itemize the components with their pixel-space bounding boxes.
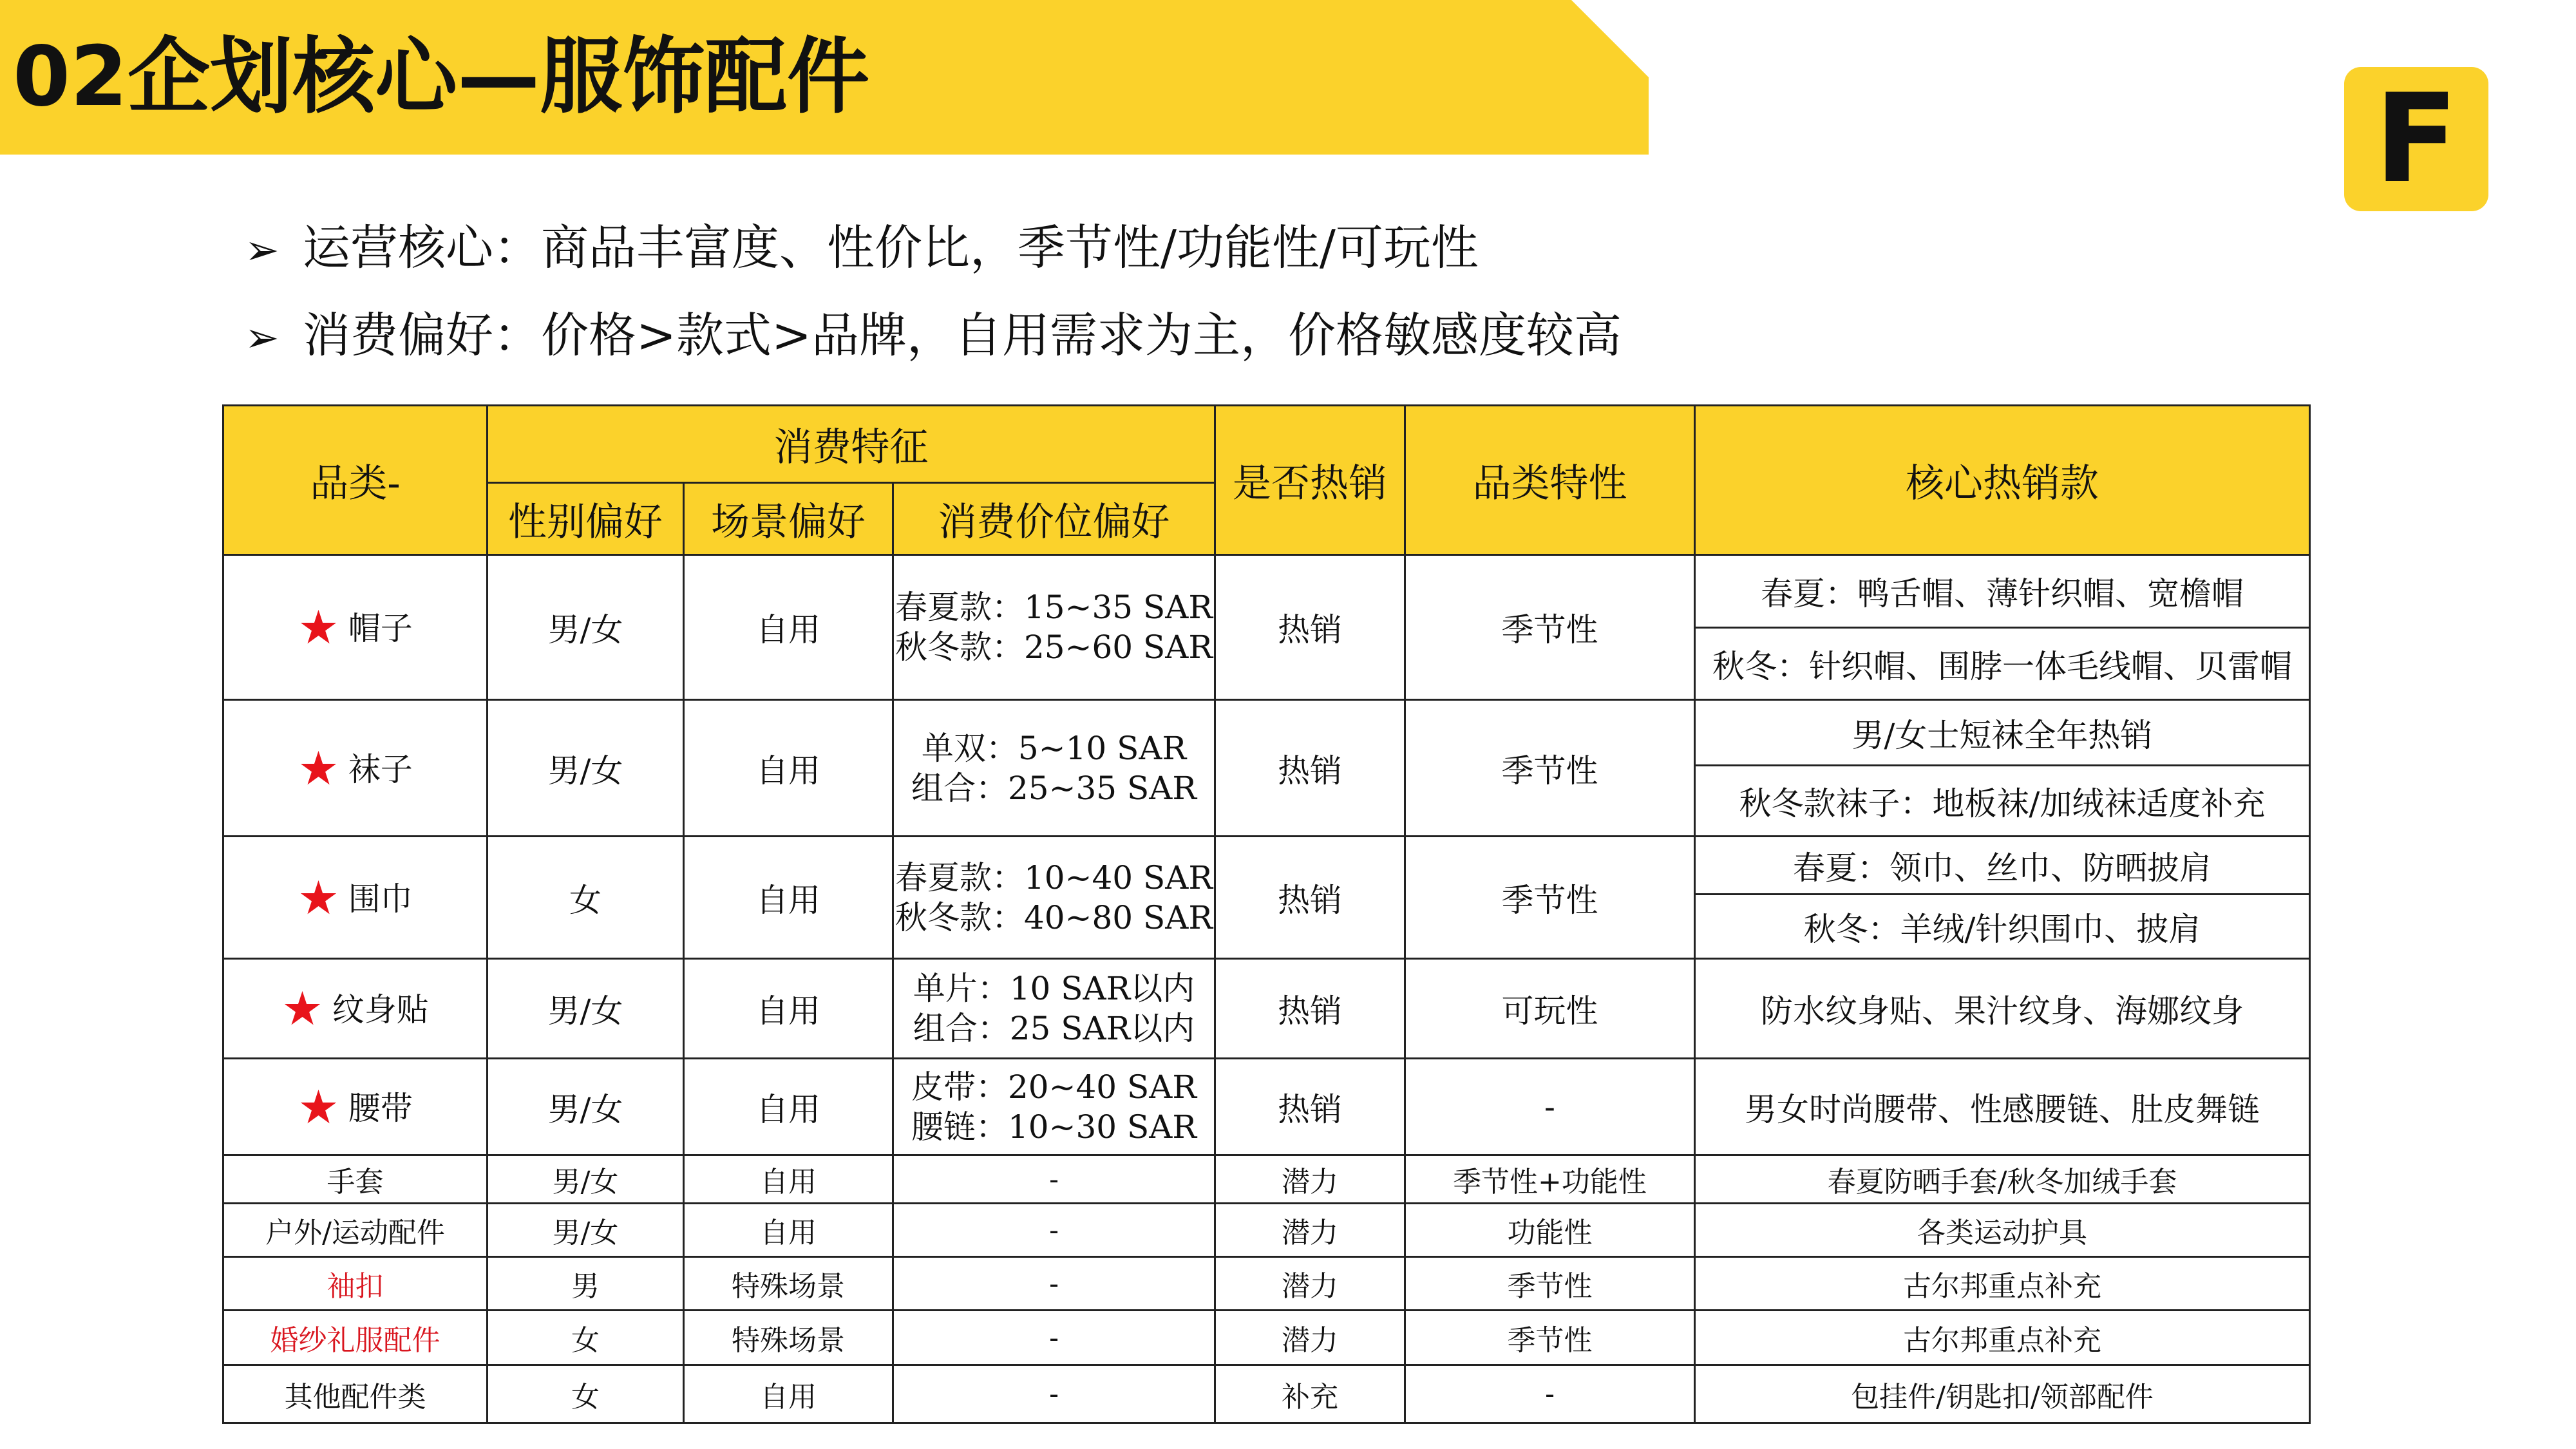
cell-trait: 季节性 (1405, 1257, 1695, 1311)
cell-hot: 热销 (1215, 837, 1405, 959)
cell-core: 春夏：领巾、丝巾、防晒披肩 (1695, 837, 2310, 895)
header-scene: 场景偏好 (684, 483, 893, 555)
row-category: 其他配件类 (223, 1365, 488, 1423)
cell-price: 皮带：20~40 SAR 腰链：10~30 SAR (893, 1059, 1215, 1155)
cell-gender: 男/女 (488, 1155, 684, 1204)
star-icon: ★ (298, 1079, 339, 1134)
cell-trait: - (1405, 1059, 1695, 1155)
cell-core: 防水纹身贴、果汁纹身、海娜纹身 (1695, 959, 2310, 1059)
cell-hot: 热销 (1215, 555, 1405, 700)
row-category: ★ 纹身贴 (223, 959, 488, 1059)
star-icon: ★ (298, 741, 339, 795)
cell-core: 秋冬：羊绒/针织围巾、披肩 (1695, 895, 2310, 959)
header-gender: 性别偏好 (488, 483, 684, 555)
header-category: 品类- (223, 406, 488, 555)
cell-price: - (893, 1311, 1215, 1365)
cell-scene: 自用 (684, 555, 893, 700)
cell-scene: 自用 (684, 700, 893, 837)
cell-price: - (893, 1365, 1215, 1423)
logo (2344, 67, 2488, 211)
row-category: ★ 腰带 (223, 1059, 488, 1155)
cell-hot: 潜力 (1215, 1311, 1405, 1365)
cell-trait: 可玩性 (1405, 959, 1695, 1059)
row-category: 袖扣 (223, 1257, 488, 1311)
cell-scene: 自用 (684, 1204, 893, 1257)
arrow-bullet-icon: ➢ (245, 227, 279, 274)
cell-hot: 潜力 (1215, 1155, 1405, 1204)
cell-price: - (893, 1155, 1215, 1204)
cell-core: 春夏：鸭舌帽、薄针织帽、宽檐帽 (1695, 555, 2310, 628)
bullet-preference (245, 300, 1622, 371)
cell-gender: 男/女 (488, 700, 684, 837)
cell-hot: 热销 (1215, 1059, 1405, 1155)
cell-price: - (893, 1257, 1215, 1311)
cell-gender: 男 (488, 1257, 684, 1311)
header-trait: 品类特性 (1405, 406, 1695, 555)
cell-core: 男/女士短袜全年热销 (1695, 700, 2310, 766)
star-icon: ★ (298, 600, 339, 654)
cell-trait: 季节性+功能性 (1405, 1155, 1695, 1204)
header-core: 核心热销款 (1695, 406, 2310, 555)
category-table (222, 404, 2311, 1424)
cell-hot: 热销 (1215, 959, 1405, 1059)
cell-core: 包挂件/钥匙扣/领部配件 (1695, 1365, 2310, 1423)
cell-core: 秋冬款袜子：地板袜/加绒袜适度补充 (1695, 766, 2310, 837)
bullet-text: 消费偏好：价格>款式>品牌，自用需求为主，价格敏感度较高 (303, 308, 1622, 363)
cell-gender: 男/女 (488, 555, 684, 700)
cell-core: 古尔邦重点补充 (1695, 1257, 2310, 1311)
row-category: 婚纱礼服配件 (223, 1311, 488, 1365)
row-category: ★ 袜子 (223, 700, 488, 837)
cell-price: 春夏款：15~35 SAR 秋冬款：25~60 SAR (893, 555, 1215, 700)
bullet-operations (245, 213, 1479, 283)
arrow-bullet-icon: ➢ (245, 314, 279, 362)
cell-core: 秋冬：针织帽、围脖一体毛线帽、贝雷帽 (1695, 628, 2310, 700)
row-category: 手套 (223, 1155, 488, 1204)
star-icon: ★ (281, 981, 323, 1036)
row-category: 户外/运动配件 (223, 1204, 488, 1257)
cell-scene: 自用 (684, 959, 893, 1059)
cell-scene: 特殊场景 (684, 1257, 893, 1311)
cell-scene: 自用 (684, 1365, 893, 1423)
cell-trait: 季节性 (1405, 1311, 1695, 1365)
cell-scene: 自用 (684, 1059, 893, 1155)
cell-price: 春夏款：10~40 SAR 秋冬款：40~80 SAR (893, 837, 1215, 959)
page-title: 02企划核心—服饰配件 (13, 29, 870, 125)
cell-trait: 季节性 (1405, 837, 1695, 959)
cell-core: 春夏防晒手套/秋冬加绒手套 (1695, 1155, 2310, 1204)
header-consumption: 消费特征 (488, 406, 1215, 483)
cell-price: 单片：10 SAR以内 组合：25 SAR以内 (893, 959, 1215, 1059)
header-hot: 是否热销 (1215, 406, 1405, 555)
bullet-text: 运营核心：商品丰富度、性价比，季节性/功能性/可玩性 (303, 220, 1479, 276)
row-category: ★ 帽子 (223, 555, 488, 700)
cell-hot: 热销 (1215, 700, 1405, 837)
cell-hot: 潜力 (1215, 1257, 1405, 1311)
star-icon: ★ (298, 870, 339, 925)
cell-price: - (893, 1204, 1215, 1257)
cell-hot: 补充 (1215, 1365, 1405, 1423)
cell-gender: 女 (488, 1311, 684, 1365)
cell-trait: 季节性 (1405, 700, 1695, 837)
cell-scene: 自用 (684, 837, 893, 959)
logo-letter: F (2374, 68, 2458, 210)
cell-scene: 特殊场景 (684, 1311, 893, 1365)
cell-core: 各类运动护具 (1695, 1204, 2310, 1257)
cell-gender: 男/女 (488, 1059, 684, 1155)
cell-scene: 自用 (684, 1155, 893, 1204)
cell-gender: 女 (488, 1365, 684, 1423)
cell-core: 古尔邦重点补充 (1695, 1311, 2310, 1365)
cell-price: 单双：5~10 SAR 组合：25~35 SAR (893, 700, 1215, 837)
cell-hot: 潜力 (1215, 1204, 1405, 1257)
row-category: ★ 围巾 (223, 837, 488, 959)
cell-trait: - (1405, 1365, 1695, 1423)
cell-core: 男女时尚腰带、性感腰链、肚皮舞链 (1695, 1059, 2310, 1155)
cell-gender: 女 (488, 837, 684, 959)
header-price: 消费价位偏好 (893, 483, 1215, 555)
cell-gender: 男/女 (488, 1204, 684, 1257)
cell-trait: 季节性 (1405, 555, 1695, 700)
cell-gender: 男/女 (488, 959, 684, 1059)
cell-trait: 功能性 (1405, 1204, 1695, 1257)
